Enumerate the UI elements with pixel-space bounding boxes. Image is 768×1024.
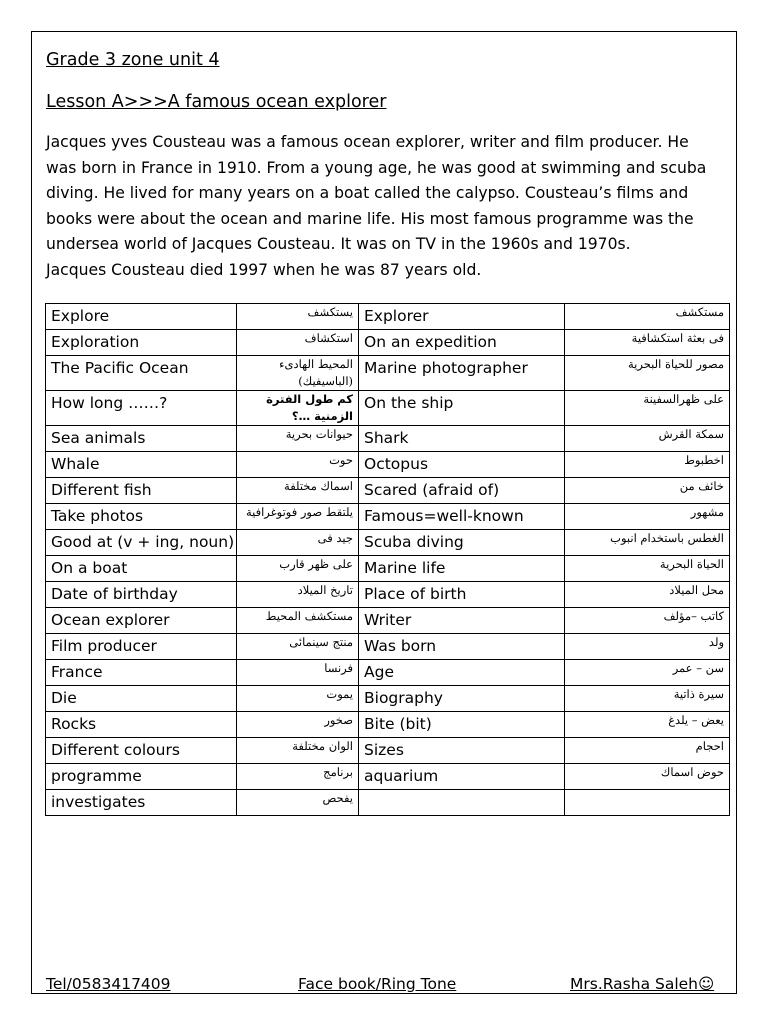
reading-passage	[46, 130, 726, 283]
english-term: Film producer	[46, 634, 237, 660]
arabic-translation: محل الميلاد	[565, 582, 730, 608]
english-term: Scared (afraid of)	[359, 478, 565, 504]
english-term: investigates	[46, 790, 237, 816]
vocab-row	[46, 330, 730, 356]
english-term: Different colours	[46, 738, 237, 764]
vocab-row	[46, 478, 730, 504]
arabic-translation: ولد	[565, 634, 730, 660]
english-term: Rocks	[46, 712, 237, 738]
passage-line: Jacques yves Cousteau was a famous ocean explorer, writer and film producer. He	[46, 133, 689, 151]
vocab-row	[46, 504, 730, 530]
english-term: Sea animals	[46, 426, 237, 452]
arabic-translation: فرنسا	[237, 660, 359, 686]
english-term: France	[46, 660, 237, 686]
arabic-translation: سيرة ذاتية	[565, 686, 730, 712]
vocab-row	[46, 556, 730, 582]
arabic-translation: كم طول الفترة الزمنية …؟	[237, 391, 359, 426]
arabic-translation: استكشاف	[237, 330, 359, 356]
english-term: Ocean explorer	[46, 608, 237, 634]
english-term: The Pacific Ocean	[46, 356, 237, 391]
footer-author: Mrs.Rasha Saleh☺	[570, 975, 715, 993]
vocab-row	[46, 356, 730, 391]
arabic-translation: كاتب –مؤلف	[565, 608, 730, 634]
passage-line: books were about the ocean and marine life. His most famous programme was the	[46, 209, 694, 228]
arabic-translation: اسماك مختلفة	[237, 478, 359, 504]
passage-line: was born in France in 1910. From a young age, he was good at swimming and scuba	[46, 158, 707, 177]
arabic-translation: على ظهرالسفينة	[565, 391, 730, 426]
page-title: Grade 3 zone unit 4	[46, 50, 220, 70]
vocab-row	[46, 686, 730, 712]
arabic-translation: تاريخ الميلاد	[237, 582, 359, 608]
english-term: Bite (bit)	[359, 712, 565, 738]
arabic-translation: مشهور	[565, 504, 730, 530]
english-term	[359, 790, 565, 816]
passage-line: diving. He lived for many years on a boat called the calypso. Cousteau’s films and	[46, 184, 689, 202]
vocab-row	[46, 304, 730, 330]
arabic-translation: احجام	[565, 738, 730, 764]
english-term: Place of birth	[359, 582, 565, 608]
arabic-translation: منتج سينمائى	[237, 634, 359, 660]
english-term: Explore	[46, 304, 237, 330]
english-term: Marine life	[359, 556, 565, 582]
english-term: Date of birthday	[46, 582, 237, 608]
vocabulary-table-body	[46, 304, 730, 816]
vocab-row	[46, 634, 730, 660]
arabic-translation: حوض اسماك	[565, 764, 730, 790]
arabic-translation: على ظهر قارب	[237, 556, 359, 582]
vocab-row	[46, 738, 730, 764]
arabic-translation: اخطبوط	[565, 452, 730, 478]
english-term: On an expedition	[359, 330, 565, 356]
arabic-translation: حيوانات بحرية	[237, 426, 359, 452]
arabic-translation: سن – عمر	[565, 660, 730, 686]
english-term: Whale	[46, 452, 237, 478]
english-term: On the ship	[359, 391, 565, 426]
english-term: Die	[46, 686, 237, 712]
vocab-row	[46, 391, 730, 426]
english-term: Octopus	[359, 452, 565, 478]
arabic-translation: سمكة القرش	[565, 426, 730, 452]
english-term: Explorer	[359, 304, 565, 330]
english-term: Scuba diving	[359, 530, 565, 556]
arabic-translation: يعض – يلدغ	[565, 712, 730, 738]
vocabulary-table	[45, 303, 730, 816]
arabic-translation: يفحص	[237, 790, 359, 816]
english-term: Different fish	[46, 478, 237, 504]
footer-phone: Tel/0583417409	[46, 975, 171, 993]
english-term: Good at (v + ing, noun)	[46, 530, 237, 556]
arabic-translation: مستكشف المحيط	[237, 608, 359, 634]
passage-line: Jacques Cousteau died 1997 when he was 87 years old.	[46, 260, 482, 279]
vocab-row	[46, 790, 730, 816]
passage-line: undersea world of Jacques Cousteau. It was on TV in the 1960s and 1970s.	[46, 235, 631, 253]
arabic-translation: برنامج	[237, 764, 359, 790]
arabic-translation: الغطس باستخدام انبوب	[565, 530, 730, 556]
english-term: Biography	[359, 686, 565, 712]
english-term: On a boat	[46, 556, 237, 582]
arabic-translation: الوان مختلفة	[237, 738, 359, 764]
vocab-row	[46, 608, 730, 634]
arabic-translation: الحياة البحرية	[565, 556, 730, 582]
english-term: Sizes	[359, 738, 565, 764]
english-term: programme	[46, 764, 237, 790]
vocab-row	[46, 712, 730, 738]
english-term: Famous=well-known	[359, 504, 565, 530]
arabic-translation: يموت	[237, 686, 359, 712]
arabic-translation: جيد فى	[237, 530, 359, 556]
arabic-translation: يلتقط صور فوتوغرافية	[237, 504, 359, 530]
english-term: Exploration	[46, 330, 237, 356]
arabic-translation: المحيط الهادىء (الباسيفيك)	[237, 356, 359, 391]
footer-social: Face book/Ring Tone	[298, 975, 457, 993]
arabic-translation	[565, 790, 730, 816]
vocab-row	[46, 530, 730, 556]
arabic-translation: فى بعثة استكشافية	[565, 330, 730, 356]
arabic-translation: مستكشف	[565, 304, 730, 330]
vocab-row	[46, 764, 730, 790]
english-term: How long ……?	[46, 391, 237, 426]
arabic-translation: حوت	[237, 452, 359, 478]
vocab-row	[46, 582, 730, 608]
english-term: Writer	[359, 608, 565, 634]
english-term: Age	[359, 660, 565, 686]
vocab-row	[46, 452, 730, 478]
arabic-translation: خائف من	[565, 478, 730, 504]
english-term: Take photos	[46, 504, 237, 530]
vocab-row	[46, 660, 730, 686]
arabic-translation: صخور	[237, 712, 359, 738]
english-term: Was born	[359, 634, 565, 660]
english-term: Marine photographer	[359, 356, 565, 391]
arabic-translation: مصور للحياة البحرية	[565, 356, 730, 391]
english-term: aquarium	[359, 764, 565, 790]
lesson-title: Lesson A>>>A famous ocean explorer	[46, 92, 387, 112]
arabic-translation: يستكشف	[237, 304, 359, 330]
english-term: Shark	[359, 426, 565, 452]
vocab-row	[46, 426, 730, 452]
